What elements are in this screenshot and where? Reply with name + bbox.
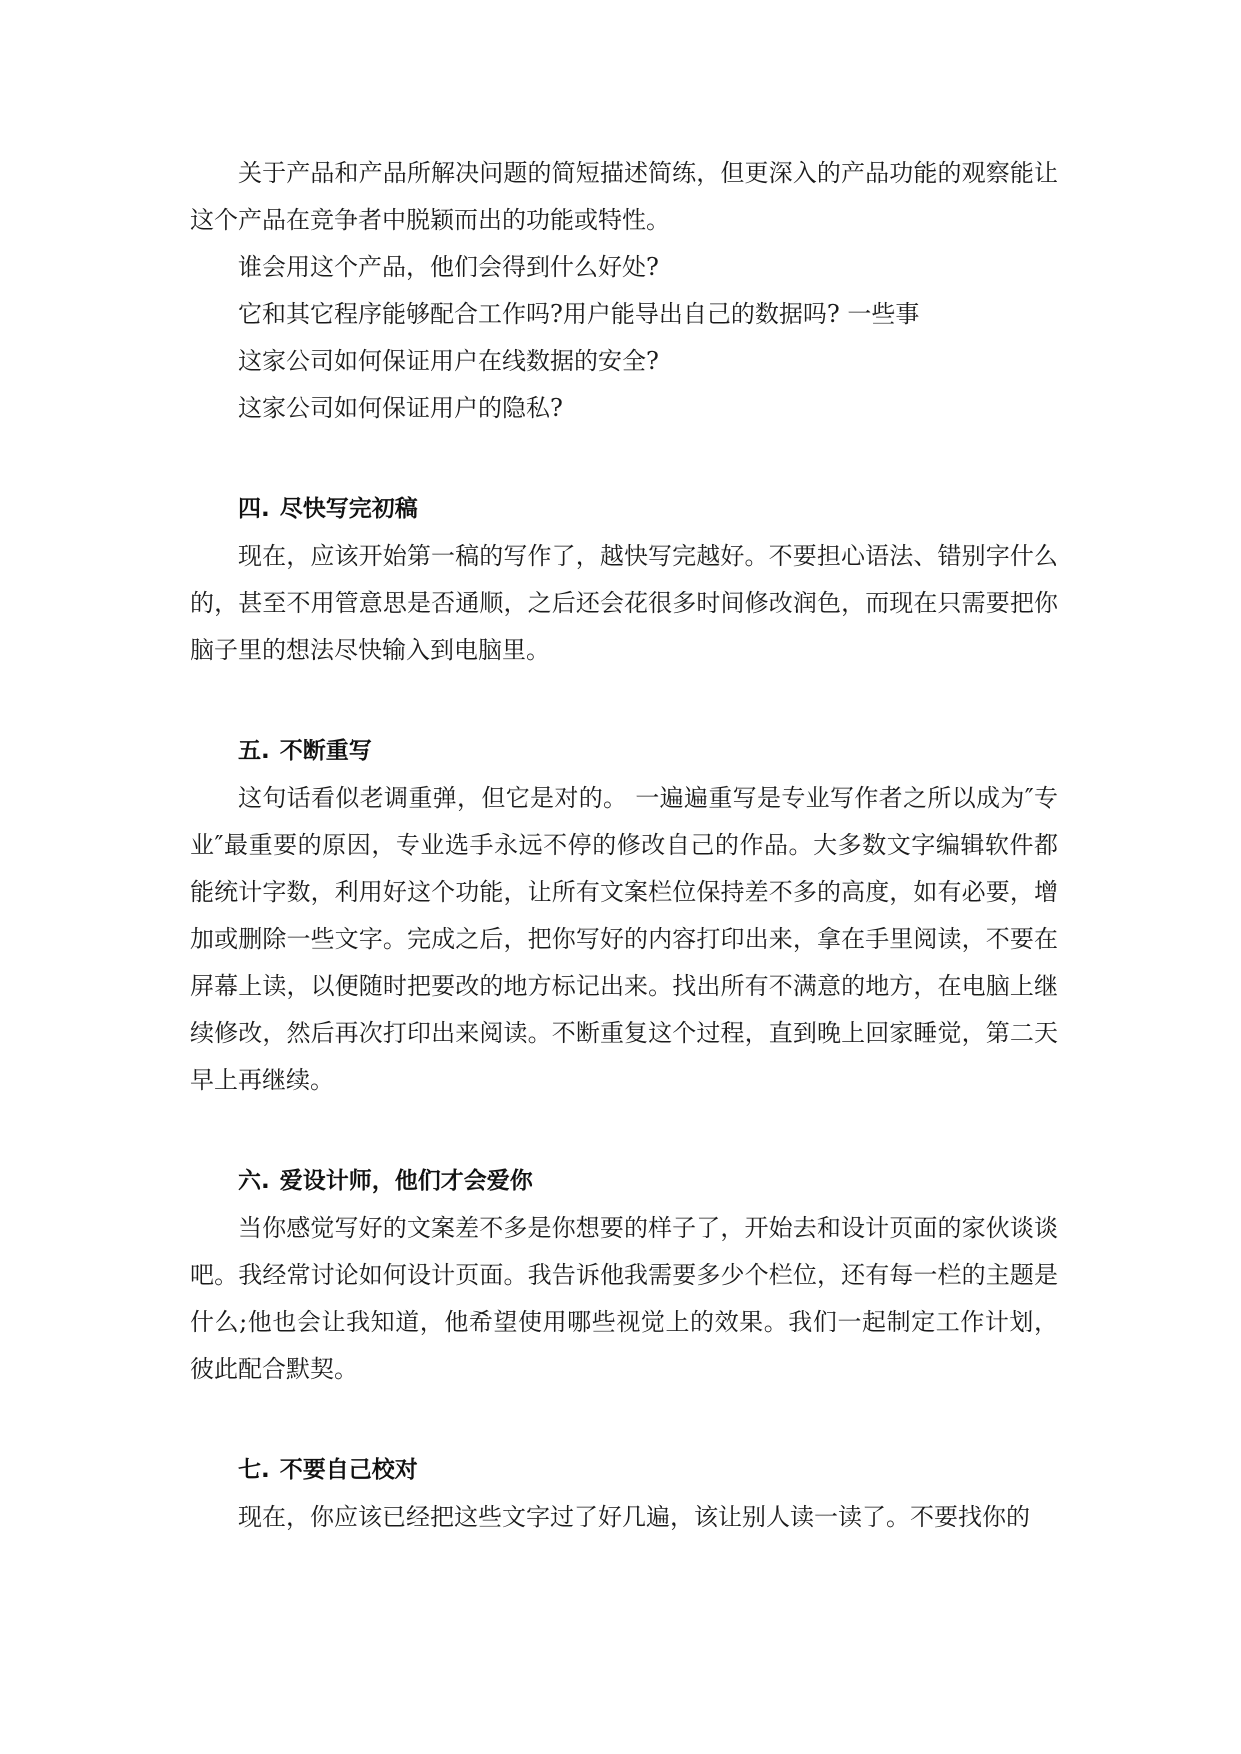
question-line-4: 这家公司如何保证用户的隐私? xyxy=(238,394,563,422)
question-line-2: 它和其它程序能够配合工作吗?用户能导出自己的数据吗? 一些事 xyxy=(238,300,920,328)
section-body-6: 当你感觉写好的文案差不多是你想要的样子了，开始去和设计页面的家伙谈谈吧。我经常讨论如何设计页面。我告诉他我需要多少个栏位，还有每一栏的主题是什么;他也会让我知道，他希望使用哪些视觉上的效果。我们一起制定工作计划，彼此配合默契。 xyxy=(190,1214,1058,1383)
section-title: 尽快写完初稿 xyxy=(279,496,418,522)
section-spacer xyxy=(190,1393,1058,1447)
section-number: 六. xyxy=(238,1168,270,1194)
section-number: 四. xyxy=(238,496,270,522)
section-body-4: 现在，应该开始第一稿的写作了，越快写完越好。不要担心语法、错别字什么的，甚至不用管意思是否通顺，之后还会花很多时间修改润色，而现在只需要把你脑子里的想法尽快输入到电脑里。 xyxy=(190,542,1058,664)
section-number: 五. xyxy=(238,738,270,764)
section-spacer xyxy=(190,674,1058,728)
section-number: 七. xyxy=(238,1457,270,1483)
question-line-3: 这家公司如何保证用户在线数据的安全? xyxy=(238,347,659,375)
section-spacer xyxy=(190,432,1058,486)
document-page xyxy=(190,150,1058,1541)
section-body-7: 现在，你应该已经把这些文字过了好几遍，该让别人读一读了。不要找你的 xyxy=(238,1503,1030,1531)
section-heading-4 xyxy=(190,486,1058,533)
section-spacer xyxy=(190,1104,1058,1158)
intro-paragraph: 关于产品和产品所解决问题的简短描述简练，但更深入的产品功能的观察能让这个产品在竞争者中脱颖而出的功能或特性。 xyxy=(190,159,1058,234)
section-body-5: 这句话看似老调重弹，但它是对的。 一遍遍重写是专业写作者之所以成为″专业″最重要的原因，专业选手永远不停的修改自己的作品。大多数文字编辑软件都能统计字数，利用好这个功能，让所有文案栏位保持差不多的高度，如有必要，增加或删除一些文字。完成之后，把你写好的内容打印出来，拿在手里阅读，不要在屏幕上读，以便随时把要改的地方标记出来。找出所有不满意的地方，在电脑上继续修改，然后再次打印出来阅读。不断重复这个过程，直到晚上回家睡觉，第二天早上再继续。 xyxy=(190,784,1058,1094)
section-heading-6 xyxy=(190,1158,1058,1205)
section-title: 爱设计师，他们才会爱你 xyxy=(279,1168,533,1194)
section-title: 不要自己校对 xyxy=(279,1457,418,1483)
section-title: 不断重写 xyxy=(279,738,372,764)
section-heading-7 xyxy=(190,1447,1058,1494)
section-heading-5 xyxy=(190,728,1058,775)
question-line-1: 谁会用这个产品，他们会得到什么好处? xyxy=(238,253,659,281)
